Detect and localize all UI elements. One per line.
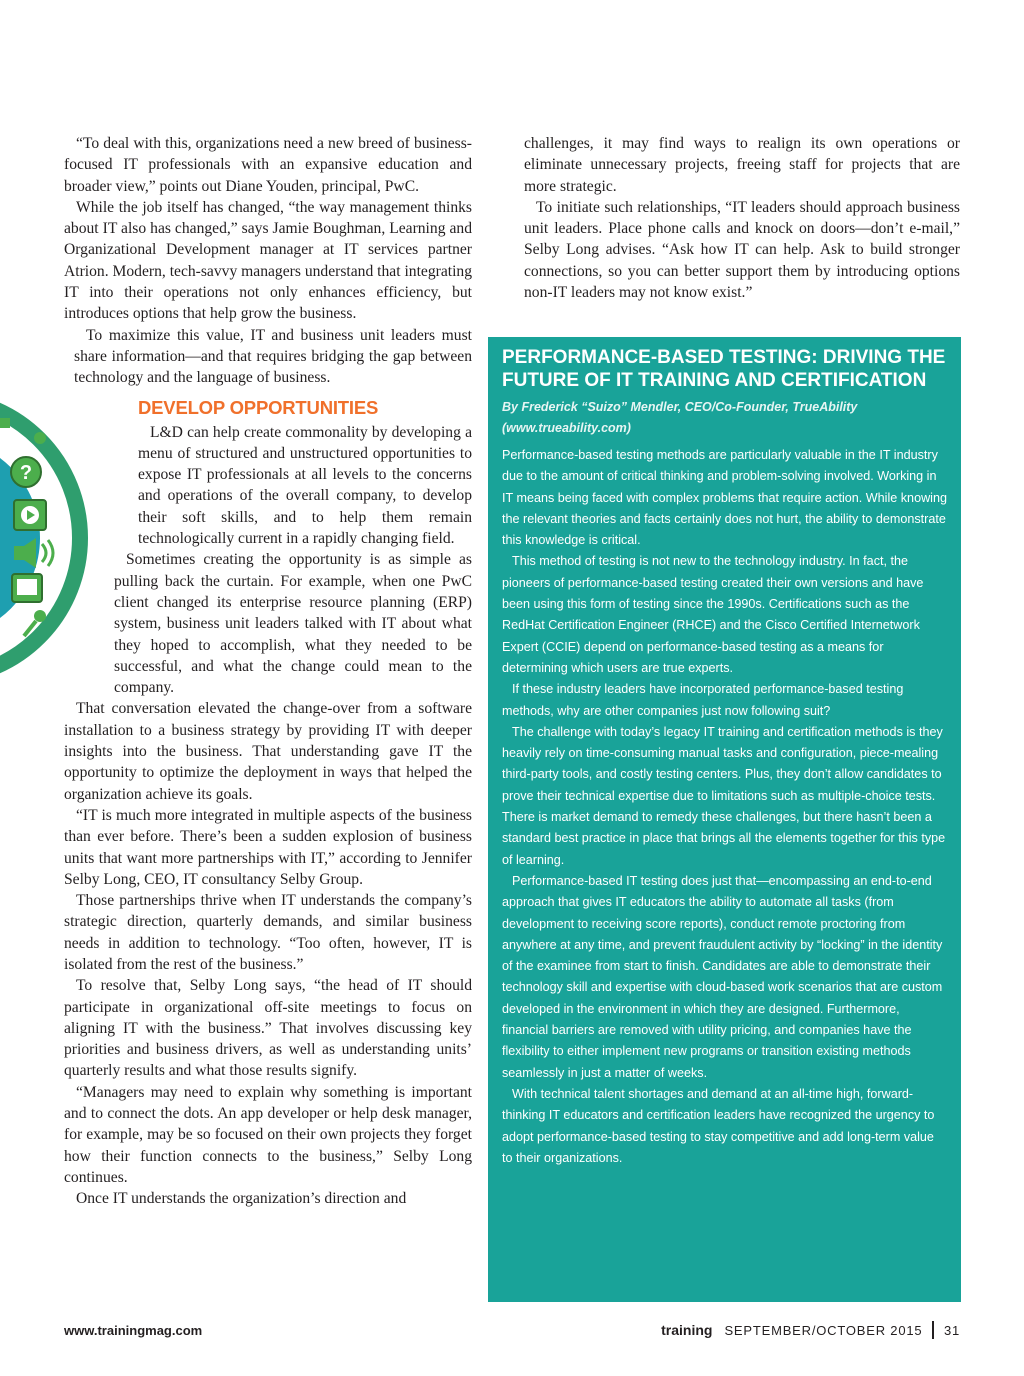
paragraph: “Managers may need to explain why something is important and to connect the dots. An app developer or help desk manager, for example, may be so focused on their own projects they forget how their function connects to the business,” Selby Long continues.	[64, 1083, 472, 1186]
footer-issue: SEPTEMBER/OCTOBER 2015	[724, 1322, 923, 1338]
paragraph: “IT is much more integrated in multiple aspects of the business than ever before. There’s been a sudden explosion of business units that want more partnerships with IT,” according to Jennifer Selby Long, CEO, IT consultancy Selby Group.	[64, 806, 472, 888]
sidebar-box	[488, 337, 961, 1302]
left-column	[64, 133, 472, 1210]
paragraph: That conversation elevated the change-over from a software installation to a business strategy by providing IT with deeper insights into the business. That understanding gave IT the opportunity to optimize the deployment in ways that helped the organization achieve its goals.	[64, 700, 472, 803]
paragraph: To resolve that, Selby Long says, “the head of IT should participate in organizational off-site meetings to focus on aligning IT with the business.” That involves discussing key priorities and business drivers, as well as understanding units’ quarterly results and what those results signify.	[64, 977, 472, 1080]
footer-folio	[661, 1321, 960, 1339]
page-number: 31	[943, 1322, 960, 1338]
sidebar-paragraph: The challenge with today’s legacy IT training and certification methods is they heavily rely on time-consuming manual tasks and configuration, piece-mealing third-party tools, and costly testing centers. Plus, they don’t allow candidates to prove their technical expertise due to limitations such as multiple-choice tests. There is market demand to remedy these challenges, but there hasn’t been a standard best practice in place that brings all the elements together for this type of learning.	[502, 724, 946, 867]
paragraph: challenges, it may find ways to realign its own operations or eliminate unnecessary projects, freeing staff for projects that are more strategic.	[524, 135, 960, 195]
paragraph: Sometimes creating the opportunity is as simple as pulling back the curtain. For example, when one PwC client changed its enterprise resource planning (ERP) system, business unit leaders talked with IT about what they hoped to accomplish, what they needed to be successful, and what the change could mean to the company.	[114, 551, 472, 697]
paragraph: Once IT understands the organization’s direction and	[76, 1190, 407, 1208]
sidebar-paragraph: With technical talent shortages and demand at an all-time high, forward-thinking IT educators and certification leaders have recognized the urgency to adopt performance-based testing to stay competitive and add long-term value to their organizations.	[502, 1086, 935, 1165]
sidebar-byline: By Frederick “Suizo” Mendler, CEO/Co-Founder, TrueAbility (www.trueability.com)	[502, 400, 858, 435]
paragraph: To maximize this value, IT and business unit leaders must share information—and that requires bridging the gap between technology and the language of business.	[74, 326, 472, 387]
video-play-icon	[14, 500, 46, 530]
footer-divider	[932, 1321, 934, 1339]
paragraph: Those partnerships thrive when IT understands the company’s strategic direction, quarterly demands, and similar business needs in addition to technology. “Too often, however, IT is isolated from the rest of the business.”	[64, 892, 472, 973]
sidebar-paragraph: Performance-based IT testing does just that—encompassing an end-to-end approach that gives IT educators the ability to automate all tasks (from development to receiving score reports), conduct remote proctoring from anywhere at any time, and prevent fraudulent activity by “locking” in the identity of the examinee from start to finish. Candidates are able to demonstrate their technology skill and expertise with cloud-based work scenarios that are custom developed in the environment in which they are designed. Furthermore, financial barriers are removed with utility pricing, and companies have the flexibility to either implement new programs or transition existing methods seamlessly in just a matter of weeks.	[502, 873, 943, 1080]
sidebar-paragraph: Performance-based testing methods are particularly valuable in the IT industry due to the amount of critical thinking and problem-solving involved. Working in IT means being faced with complex problems that require action. While knowing the relevant theories and facts certainly does not hurt, the ability to demonstrate this knowledge is critical.	[502, 448, 947, 548]
paragraph: “To deal with this, organizations need a new breed of business-focused IT professionals with an expansive education and broader view,” points out Diane Youden, principal, PwC.	[64, 135, 472, 195]
footer-website: www.trainingmag.com	[64, 1323, 203, 1338]
sidebar-title: PERFORMANCE-BASED TESTING: DRIVING THE FUTURE OF IT TRAINING AND CERTIFICATION	[502, 347, 946, 391]
section-heading: DEVELOP OPPORTUNITIES	[138, 396, 379, 418]
sidebar-paragraph: This method of testing is not new to the technology industry. In fact, the pioneers of performance-based testing created their own versions and have been using this form of testing since the 1990s. Certifications such as the RedHat Certification Engineer (RHCE) and the Cisco Certified Internetwork Expert (CCIE) depend on performance-based testing as a means for determining which users are true experts.	[502, 554, 924, 675]
svg-text:?: ?	[19, 462, 33, 484]
paragraph: To initiate such relationships, “IT leaders should approach business unit leaders. Place phone calls and knock on doors—don’t e-mail,” Selby Long advises. “Ask how IT can help. Ask to build stronger connections, so you can better support them by introducing options non-IT leaders may not know exist.”	[524, 198, 960, 302]
question-mark-icon	[11, 457, 41, 487]
footer-brand: training	[661, 1322, 713, 1338]
paragraph: L&D can help create commonality by developing a menu of structured and unstructured opportunities to expose IT professionals at all levels to the concerns and operations of the overall company, to develop their soft skills, and to help them remain technologically current in a rapidly changing field.	[138, 423, 472, 548]
touch-screen-icon	[12, 574, 42, 602]
right-column	[524, 133, 960, 303]
paragraph: While the job itself has changed, “the way management thinks about IT also has changed,” says Jamie Boughman, Learning and Organizational Development manager at IT services partner Atrion. Modern, tech-savvy managers understand that integrating IT into their operations not only enhances efficiency, but introduces options that help grow the business.	[64, 198, 472, 323]
sidebar-paragraph: If these industry leaders have incorporated performance-based testing methods, why are other companies just now following suit?	[502, 682, 904, 718]
